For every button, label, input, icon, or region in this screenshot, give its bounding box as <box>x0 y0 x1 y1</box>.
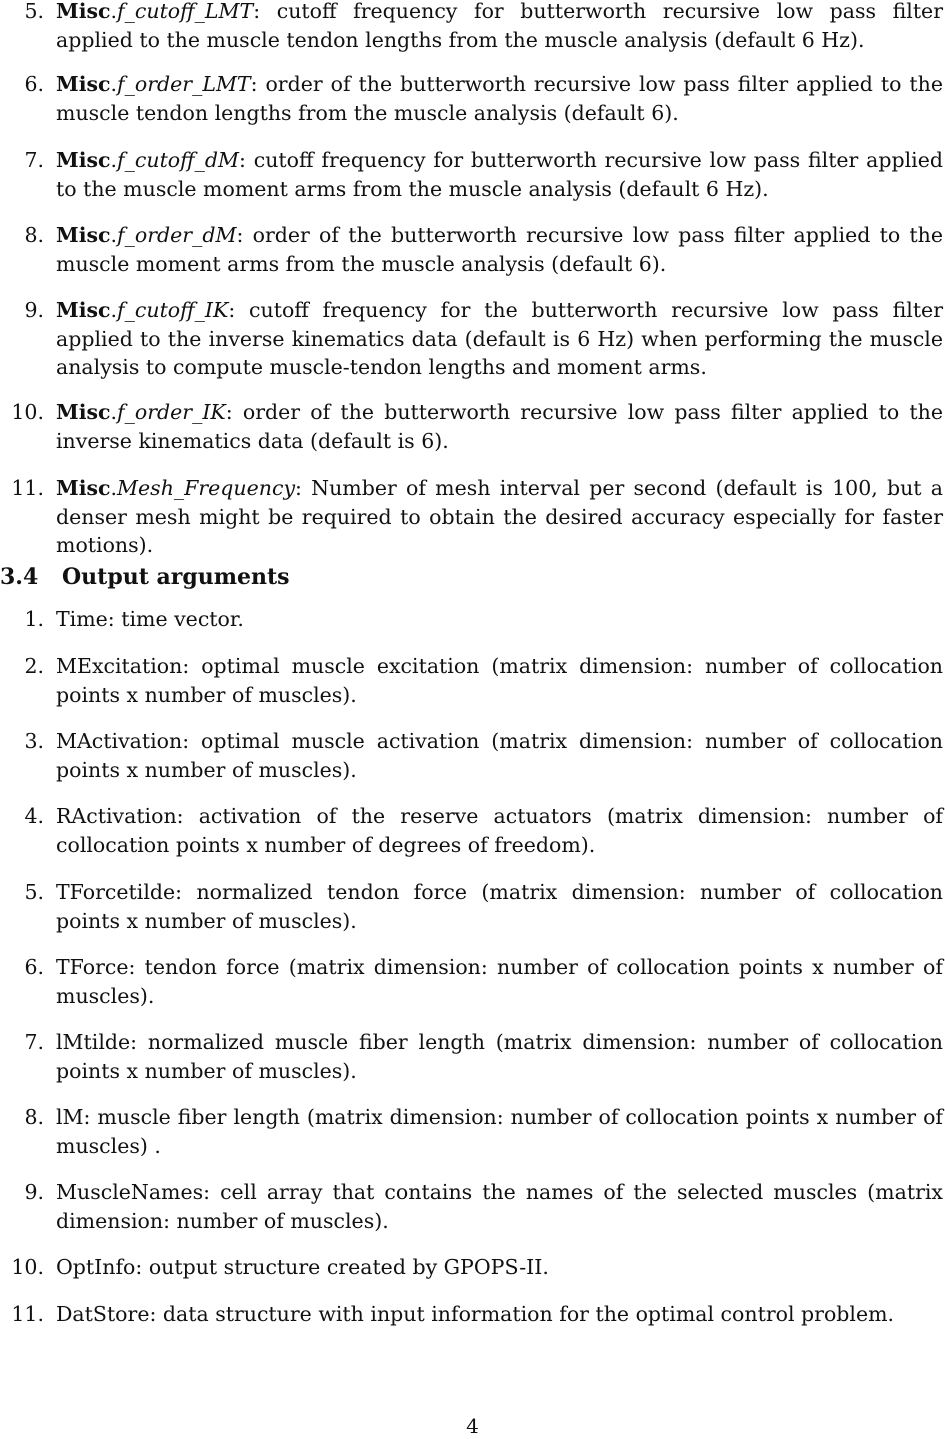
output-description: DatStore: data structure with input information for the optimal control problem. <box>56 1302 895 1326</box>
output-description: MuscleNames: cell array that contains the names of the selected muscles (matrix dimension: number of muscles). <box>56 1180 943 1233</box>
misc-description: : Number of mesh interval per second (default is 100, but a denser mesh might be required to obtain the desired accuracy especially for faster motions). <box>56 476 943 557</box>
misc-prefix: Misc <box>56 400 111 424</box>
list-number: 9. <box>24 1180 44 1204</box>
list-number: 8. <box>24 1105 44 1129</box>
misc-field-name: f_order_dM <box>117 223 237 247</box>
output-description: RActivation: activation of the reserve actuators (matrix dimension: number of collocation points x number of degrees of freedom). <box>56 804 943 857</box>
page-number: 4 <box>466 1414 479 1438</box>
list-number: 5. <box>24 0 44 23</box>
output-description: MActivation: optimal muscle activation (matrix dimension: number of collocation points x number of muscles). <box>56 729 943 782</box>
misc-description: : order of the butterworth recursive low pass filter applied to the inverse kinematics data (default is 6). <box>56 400 943 453</box>
misc-field-name: f_cutoff_dM <box>117 148 240 172</box>
output-description: lMtilde: normalized muscle fiber length (matrix dimension: number of collocation points x number of muscles). <box>56 1030 943 1083</box>
misc-field-name: Mesh_Frequency <box>117 476 296 500</box>
misc-description: : cutoff frequency for butterworth recursive low pass filter applied to the muscle moment arms from the muscle analysis (default 6 Hz). <box>56 148 943 201</box>
misc-field-name: f_cutoff_LMT <box>117 0 254 23</box>
list-number: 7. <box>24 148 44 172</box>
output-description: TForcetilde: normalized tendon force (matrix dimension: number of collocation points x number of muscles). <box>56 880 943 933</box>
list-number: 1. <box>24 607 44 631</box>
misc-prefix: Misc <box>56 0 111 23</box>
list-number: 5. <box>24 880 44 904</box>
list-number: 9. <box>24 298 44 322</box>
list-number: 3. <box>24 729 44 753</box>
misc-prefix: Misc <box>56 148 111 172</box>
misc-prefix: Misc <box>56 72 111 96</box>
output-description: TForce: tendon force (matrix dimension: number of collocation points x number of muscles). <box>56 955 943 1008</box>
section-title: Output arguments <box>62 564 290 590</box>
list-number: 6. <box>24 955 44 979</box>
list-number: 10. <box>11 400 44 424</box>
output-description: OptInfo: output structure created by GPOPS-II. <box>56 1255 549 1279</box>
list-number: 8. <box>24 223 44 247</box>
misc-prefix: Misc <box>56 298 111 322</box>
output-description: MExcitation: optimal muscle excitation (matrix dimension: number of collocation points x number of muscles). <box>56 654 943 707</box>
output-description: Time: time vector. <box>56 607 244 631</box>
list-number: 2. <box>24 654 44 678</box>
misc-prefix: Misc <box>56 223 111 247</box>
misc-field-name: f_cutoff_IK <box>117 298 229 322</box>
misc-prefix: Misc <box>56 476 111 500</box>
list-number: 10. <box>11 1255 44 1279</box>
misc-description: : order of the butterworth recursive low pass filter applied to the muscle moment arms from the muscle analysis (default 6). <box>56 223 943 276</box>
list-number: 11. <box>11 1302 44 1326</box>
section-heading <box>0 562 945 592</box>
list-number: 11. <box>11 476 44 500</box>
list-number: 6. <box>24 72 44 96</box>
misc-description: : cutoff frequency for butterworth recursive low pass filter applied to the muscle tendon lengths from the muscle analysis (default 6 Hz). <box>56 0 943 52</box>
misc-description: : order of the butterworth recursive low pass filter applied to the muscle tendon lengths from the muscle analysis (default 6). <box>56 72 943 125</box>
output-description: lM: muscle fiber length (matrix dimension: number of collocation points x number of muscles) . <box>56 1105 943 1158</box>
section-number: 3.4 <box>0 564 39 590</box>
list-number: 7. <box>24 1030 44 1054</box>
misc-field-name: f_order_LMT <box>117 72 251 96</box>
misc-field-name: f_order_IK <box>117 400 226 424</box>
misc-description: : cutoff frequency for the butterworth recursive low pass filter applied to the inverse kinematics data (default is 6 Hz) when performing the muscle analysis to compute muscle-tendon lengths and moment arms. <box>56 298 943 379</box>
list-number: 4. <box>24 804 44 828</box>
